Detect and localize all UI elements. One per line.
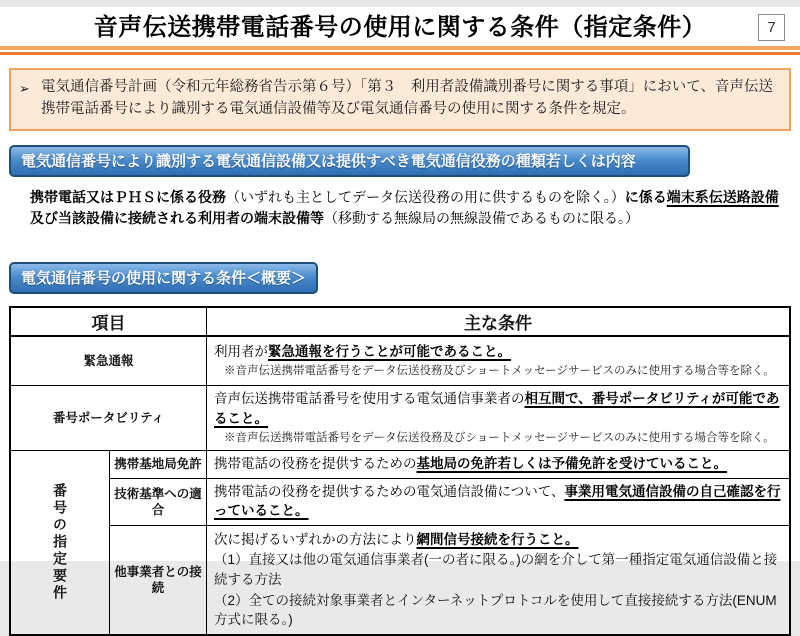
page-title: 音声伝送携帯電話番号の使用に関する条件（指定条件） [93, 14, 707, 41]
paragraph-segment: 端末系伝送路設備 [666, 188, 779, 205]
condition-main [214, 530, 783, 550]
equipment-paragraph [30, 187, 788, 230]
condition-main [214, 482, 783, 521]
row-content [207, 525, 791, 634]
row-label: 他事業者との接続 [110, 525, 207, 634]
table-row-technical [10, 478, 790, 525]
conditions-table [9, 306, 791, 636]
text-segment: 音声伝送携帯電話番号を使用する電気通信事業者の [214, 391, 525, 407]
slide [0, 7, 800, 628]
row-label: 技術基準への適合 [110, 478, 207, 525]
table-row-emergency [10, 336, 790, 386]
row-label: 番号ポータビリティ [10, 386, 207, 451]
section-banner-conditions: 電気通信番号の使用に関する条件＜概要＞ [9, 262, 318, 294]
table-row-base-station [10, 451, 790, 479]
condition-main [214, 342, 783, 362]
row-content [207, 386, 791, 451]
table-row-portability [10, 386, 790, 451]
text-segment: 次に掲げるいずれかの方法により [214, 531, 417, 547]
text-segment: 事業用電気通信設備の自己確認を行っていること。 [214, 483, 781, 519]
method-item-2: （2）全ての接続対象事業者とインターネットプロトコルを使用して直接接続する方法(ENUM方式に限る。) [214, 592, 777, 628]
group-label-cell [10, 451, 110, 635]
condition-note: ※音声伝送携帯電話番号をデータ伝送役務及びショートメッセージサービスのみに使用する場合等を除く。 [224, 431, 775, 444]
condition-note: ※音声伝送携帯電話番号をデータ伝送役務及びショートメッセージサービスのみに使用する場合等を除く。 [224, 364, 775, 377]
header-conditions: 主な条件 [207, 307, 791, 336]
intro-box [9, 68, 791, 131]
arrow-bullet-icon: ➢ [19, 81, 30, 96]
text-segment: 緊急通報を行うことが可能であること。 [268, 344, 511, 359]
section-banner-equipment: 電気通信番号により識別する電気通信設備又は提供すべき電気通信役務の種類若しくは内容 [9, 145, 690, 177]
text-segment: 携帯電話の役務を提供するための電気通信設備について、 [214, 483, 565, 499]
table-header-row [10, 307, 790, 336]
method-item-1: （1）直接又は他の電気通信事業者(一の者に限る。)の網を介して第一種指定電気通信設備と接続する方法 [214, 552, 778, 587]
intro-text: 電気通信番号計画（令和元年総務省告示第６号）「第３ 利用者設備識別番号に関する事項」において、音声伝送携帯電話番号により識別する電気通信設備等及び電気通信番号の使用に関する条件を規定。 [41, 79, 773, 117]
paragraph-segment: に係る [624, 188, 667, 205]
row-content [207, 336, 791, 386]
condition-main [214, 389, 783, 428]
group-label-vertical: 番号の指定要件 [52, 482, 68, 602]
condition-main [214, 454, 783, 474]
text-segment: 相互間で、番号ポータビリティが可能であること。 [214, 391, 780, 426]
row-content [207, 451, 791, 479]
paragraph-segment: （いずれも主としてデータ伝送役務の用に供するものを除く。） [226, 188, 625, 205]
text-segment: 基地局の免許若しくは予備免許を受けていること。 [416, 456, 727, 472]
text-segment: 携帯電話の役務を提供するための [214, 456, 417, 472]
page-number: 7 [758, 14, 785, 41]
paragraph-segment: 及び当該設備に接続される利用者の端末設備等 [30, 210, 324, 227]
header-item: 項目 [10, 307, 207, 336]
paragraph-segment: 携帯電話又はＰＨＳに係る役務 [30, 188, 226, 205]
row-label: 携帯基地局免許 [110, 451, 207, 479]
row-label: 緊急通報 [10, 336, 207, 386]
orange-divider [0, 46, 800, 56]
table-row-interconnection [10, 525, 790, 634]
paragraph-segment: （移動する無線局の無線設備であるものに限る。） [324, 210, 639, 227]
text-segment: 利用者が [214, 344, 268, 359]
text-segment: 網間信号接続を行うこと。 [416, 531, 579, 547]
banner2-wrap [0, 248, 800, 294]
row-content [207, 478, 791, 525]
